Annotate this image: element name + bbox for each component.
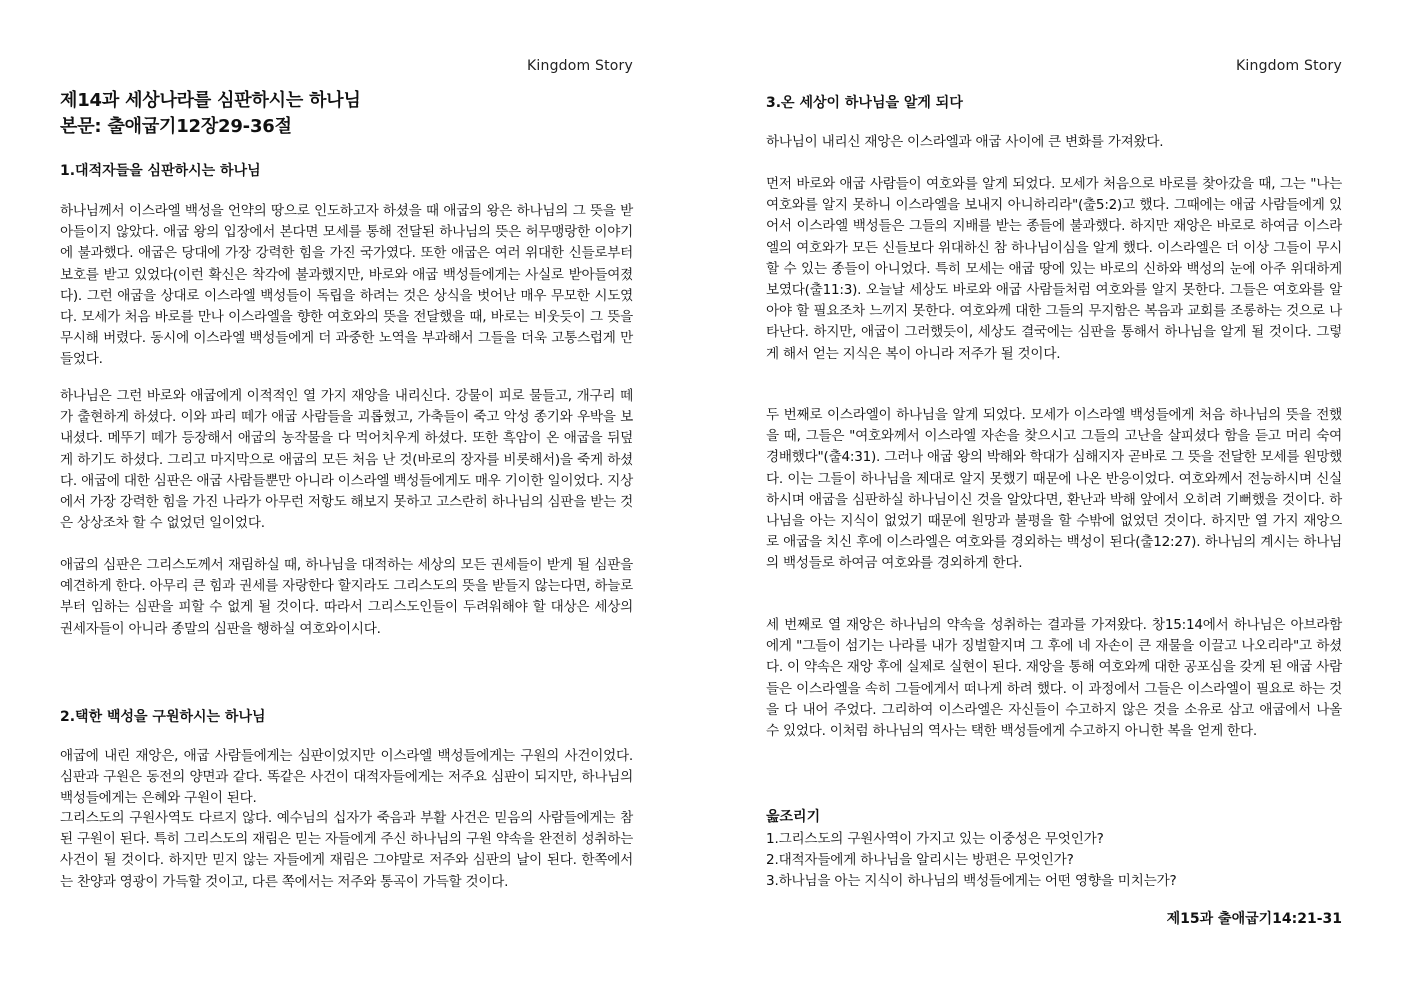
scripture-reference: 본문: 출애굽기12장29-36절 xyxy=(60,116,292,137)
section-heading-2: 2.택한 백성을 구원하시는 하나님 xyxy=(60,709,266,725)
right-page xyxy=(766,0,1342,992)
left-page xyxy=(60,0,633,992)
next-lesson-footer: 제15과 출애굽기14:21-31 xyxy=(1166,911,1342,927)
section-heading-3: 3.온 세상이 하나님을 알게 되다 xyxy=(766,95,963,111)
page-header: Kingdom Story xyxy=(527,58,633,74)
review-question: 1.그리스도의 구원사역이 가지고 있는 이중성은 무엇인가? xyxy=(766,831,1104,847)
section-heading-1: 1.대적자들을 심판하시는 하나님 xyxy=(60,163,261,179)
paragraph: 하나님이 내리신 재앙은 이스라엘과 애굽 사이에 큰 변화를 가져왔다. xyxy=(766,134,1164,150)
paragraph: 애굽의 심판은 그리스도께서 재림하실 때, 하나님을 대적하는 세상의 모든 권세들이 받게 될 심판을 예견하게 한다. 아무리 큰 힘과 권세를 자랑한다 할지라도 그리스도의 뜻을 받들지 않는다면, 하늘로부터 임하는 심판을 피할 수 없게 될 것이다. 따라서 그리스도인들이 두려워해야 할 대상은 세상의 권세자들이 아니라 종말의 심판을 행하실 여호와이시다. xyxy=(60,557,633,637)
paragraph: 세 번째로 열 재앙은 하나님의 약속을 성취하는 결과를 가져왔다. 창15:14에서 하나님은 아브라함에게 "그들이 섬기는 나라를 내가 징벌할지며 그 후에 네 자손이 큰 재물을 이끌고 나오리라"고 하셨다. 이 약속은 재앙 후에 실제로 실현이 된다. 재앙을 통해 여호와께 대한 공포심을 갖게 된 애굽 사람들은 이스라엘을 속히 그들에게서 떠나게 하려 했다. 이 과정에서 그들은 이스라엘이 필요로 하는 것을 다 내어 주었다. 그리하여 이스라엘은 자신들이 수고하지 않은 것을 소유로 삼고 애굽에서 나올 수 있었다. 이처럼 하나님의 역사는 택한 백성들에게 수고하지 아니한 복을 얻게 한다. xyxy=(766,617,1342,740)
paragraph: 먼저 바로와 애굽 사람들이 여호와를 알게 되었다. 모세가 처음으로 바로를 찾아갔을 때, 그는 "나는 여호와를 알지 못하니 이스라엘을 보내지 아니하리라"(출5:2)고 했다. 그때에는 애굽 사람들에게 있어서 이스라엘 백성들은 그들의 지배를 받는 종들에 불과했다. 하지만 재앙은 바로로 하여금 이스라엘의 여호와가 모든 신들보다 위대하신 참 하나님이심을 알게 했다. 이스라엘은 더 이상 그들이 무시할 수 있는 종들이 아니었다. 특히 모세는 애굽 땅에 있는 바로의 신하와 백성의 눈에 아주 위대하게 보였다(출11:3). 오늘날 세상도 바로와 애굽 사람들처럼 여호와를 알지 못한다. 그들은 여호와를 알아야 할 필요조차 느끼지 못한다. 여호와께 대한 그들의 무지함은 복음과 교회를 조롱하는 것으로 나타난다. 하지만, 애굽이 그러했듯이, 세상도 결국에는 심판을 통해서 하나님을 알게 될 것이다. 그렇게 해서 얻는 지식은 복이 아니라 저주가 될 것이다. xyxy=(766,176,1342,362)
paragraph: 그리스도의 구원사역도 다르지 않다. 예수님의 십자가 죽음과 부활 사건은 믿음의 사람들에게는 참된 구원이 된다. 특히 그리스도의 재림은 믿는 자들에게 주신 하나님의 구원 약속을 완전히 성취하는 사건이 될 것이다. 하지만 믿지 않는 자들에게 재림은 그야말로 저주와 심판의 날이 된다. 한쪽에서는 찬양과 영광이 가득할 것이고, 다른 쪽에서는 저주와 통곡이 가득할 것이다. xyxy=(60,810,633,890)
lesson-title: 제14과 세상나라를 심판하시는 하나님 xyxy=(60,90,361,111)
paragraph: 하나님은 그런 바로와 애굽에게 이적적인 열 가지 재앙을 내리신다. 강물이 피로 물들고, 개구리 떼가 출현하게 하셨다. 이와 파리 떼가 애굽 사람들을 괴롭혔고, 가축들이 죽고 악성 종기와 우박을 보내셨다. 메뚜기 떼가 등장해서 애굽의 농작물을 다 먹어치우게 하셨다. 또한 흑암이 온 애굽을 뒤덮게 하기도 하셨다. 그리고 마지막으로 애굽의 모든 처음 난 것(바로의 장자를 비롯해서)을 죽게 하셨다. 애굽에 대한 심판은 애굽 사람들뿐만 아니라 이스라엘 백성들에게도 매우 기이한 일이었다. 지상에서 가장 강력한 힘을 가진 나라가 아무런 저항도 해보지 못하고 고스란히 하나님의 심판을 받는 것은 상상조차 할 수 없었던 일이었다. xyxy=(60,388,633,532)
paragraph: 두 번째로 이스라엘이 하나님을 알게 되었다. 모세가 이스라엘 백성들에게 처음 하나님의 뜻을 전했을 때, 그들은 "여호와께서 이스라엘 자손을 찾으시고 그들의 고난을 살피셨다 함을 듣고 머리 숙여 경배했다"(출4:31). 그러나 애굽 왕의 박해와 학대가 심해지자 곧바로 그 뜻을 전달한 모세를 원망했다. 이는 그들이 하나님을 제대로 알지 못했기 때문에 나온 반응이었다. 여호와께서 전능하시며 신실하시며 애굽을 심판하실 하나님이신 것을 알았다면, 환난과 박해 앞에서 오히려 기뻐했을 것이다. 하나님을 아는 지식이 없었기 때문에 원망과 불평을 할 수밖에 없었던 것이다. 하지만 열 가지 재앙으로 애굽을 치신 후에 이스라엘은 여호와를 경외하는 백성이 된다(출12:27). 하나님의 계시는 하나님의 백성들로 하여금 여호와를 경외하게 한다. xyxy=(766,407,1342,572)
paragraph: 하나님께서 이스라엘 백성을 언약의 땅으로 인도하고자 하셨을 때 애굽의 왕은 하나님의 그 뜻을 받아들이지 않았다. 애굽 왕의 입장에서 본다면 모세를 통해 전달된 하나님의 뜻은 허무맹랑한 이야기에 불과했다. 애굽은 당대에 가장 강력한 힘을 가진 국가였다. 또한 애굽은 여러 위대한 신들로부터 보호를 받고 있었다(이런 확신은 착각에 불과했지만, 바로와 애굽 백성들에게는 사실로 받아들여졌다). 그런 애굽을 상대로 이스라엘 백성들이 독립을 하려는 것은 상식을 벗어난 매우 무모한 시도였다. 모세가 처음 바로를 만나 이스라엘을 향한 여호와의 뜻을 전달했을 때, 바로는 비웃듯이 그 뜻을 무시해 버렸다. 동시에 이스라엘 백성들에게 더 과중한 노역을 부과해서 그들을 더욱 고통스럽게 만들었다. xyxy=(60,203,633,368)
review-question: 2.대적자들에게 하나님을 알리시는 방편은 무엇인가? xyxy=(766,852,1074,868)
review-title: 읊조리기 xyxy=(766,809,821,825)
paragraph: 애굽에 내린 재앙은, 애굽 사람들에게는 심판이었지만 이스라엘 백성들에게는 구원의 사건이었다. 심판과 구원은 동전의 양면과 같다. 똑같은 사건이 대적자들에게는 저주요 심판이 되지만, 하나님의 백성들에게는 은혜와 구원이 된다. xyxy=(60,748,633,807)
review-question: 3.하나님을 아는 지식이 하나님의 백성들에게는 어떤 영향을 미치는가? xyxy=(766,873,1177,889)
page-header: Kingdom Story xyxy=(1236,58,1342,74)
